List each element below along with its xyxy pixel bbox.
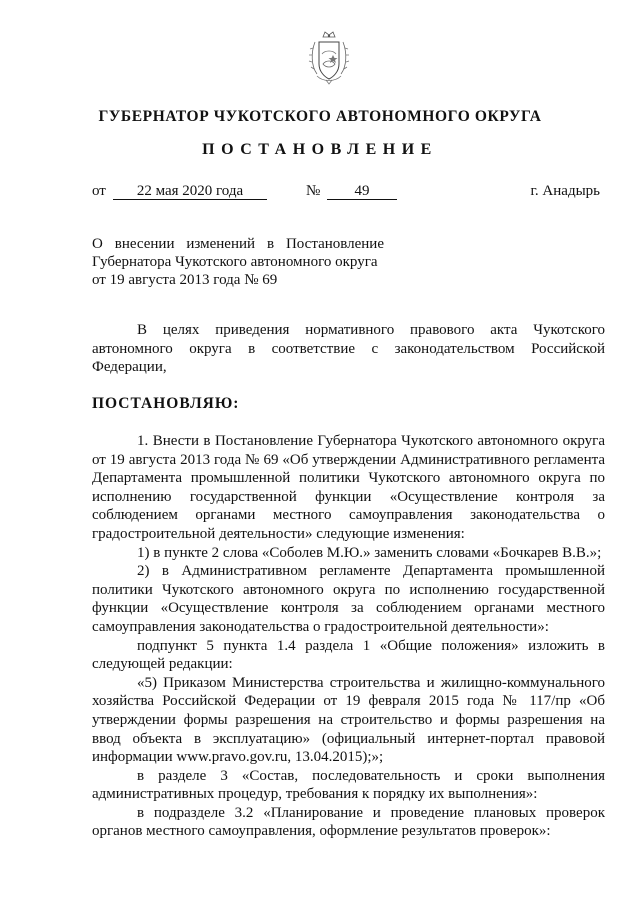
subject-line: Губернатора Чукотского автономного округа xyxy=(92,254,378,270)
paragraph: 1) в пункте 2 слова «Соболев М.Ю.» заменить словами «Бочкарев В.В.»; xyxy=(137,544,602,561)
number-label: № xyxy=(306,183,321,199)
governor-heading: ГУБЕРНАТОР ЧУКОТСКОГО АВТОНОМНОГО ОКРУГА xyxy=(98,108,542,125)
decree-body xyxy=(92,432,605,841)
subject-line: О внесении изменений в Постановление xyxy=(92,236,384,252)
paragraph: 1. Внести в Постановление Губернатора Чукотского автономного округа от 19 августа 2013 года № 69 «Об утверждении Административного регламента Департамента промышленной политики Чукотского автономного округа по исполнению государственной функции «Осуществление контроля за соблюдением органами местного самоуправления законодательства о градостроительной деятельности» следующие изменения: xyxy=(92,433,605,542)
decree-title: ПОСТАНОВЛЕНИЕ xyxy=(202,141,438,158)
date-from-label: от xyxy=(92,183,106,199)
preamble xyxy=(92,321,605,377)
preamble-text: В целях приведения нормативного правового акта Чукотского автономного округа в соответствие с законодательством Российской Федерации, xyxy=(92,322,605,376)
orders-heading: ПОСТАНОВЛЯЮ: xyxy=(92,395,240,412)
coat-of-arms-icon xyxy=(303,28,355,90)
city: г. Анадырь xyxy=(530,183,600,199)
subject-line: от 19 августа 2013 года № 69 xyxy=(92,272,278,288)
paragraph: «5) Приказом Министерства строительства и жилищно-коммунального хозяйства Российской Федерации от 19 февраля 2015 года № 117/пр «Об утверждении формы разрешения на строительство и формы разрешения на ввод объекта в эксплуатацию» (официальный интернет-портал правовой информации www.pravo.gov.ru, 13.04.2015);»; xyxy=(92,674,605,766)
paragraph: в разделе 3 «Состав, последовательность и сроки выполнения административных процедур, требования к порядку их выполнения»: xyxy=(92,767,605,803)
decree-subject xyxy=(92,235,384,289)
decree-number: 49 xyxy=(327,183,397,200)
decree-date: 22 мая 2020 года xyxy=(113,183,267,200)
paragraph: в подразделе 3.2 «Планирование и проведение плановых проверок органов местного самоуправления, оформление результатов проверок»: xyxy=(92,804,605,840)
paragraph: 2) в Административном регламенте Департамента промышленной политики Чукотского автономного округа по исполнению государственной функции «Осуществление контроля за соблюдением органами местного самоуправления законодательства о градостроительной деятельности»: xyxy=(92,563,605,635)
paragraph: подпункт 5 пункта 1.4 раздела 1 «Общие положения» изложить в следующей редакции: xyxy=(92,637,605,673)
